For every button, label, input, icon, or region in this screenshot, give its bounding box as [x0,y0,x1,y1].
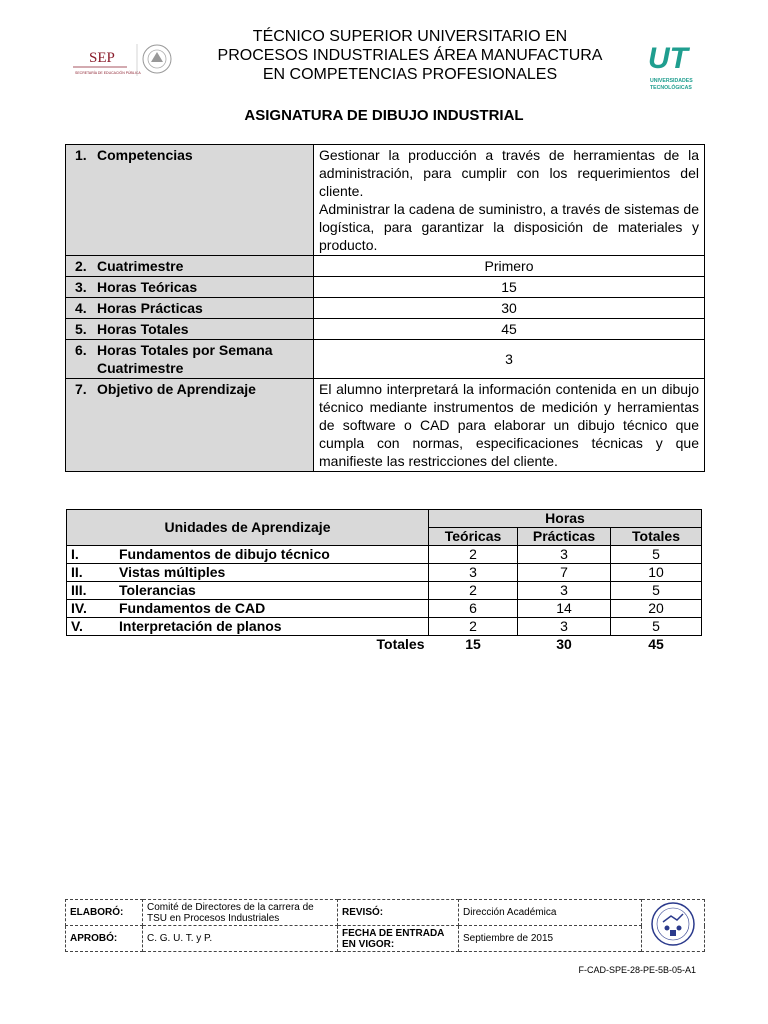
unit-practicas: 3 [518,546,611,564]
unit-totales: 5 [611,618,702,636]
unit-practicas: 3 [518,618,611,636]
institution-seal-icon [647,900,699,948]
col-totales: Totales [611,528,702,546]
info-label: Horas Totales por Semana [97,342,273,358]
table-row [67,582,702,600]
header-line-2: PROCESOS INDUSTRIALES ÁREA MANUFACTURA [217,47,603,64]
header-line-1: TÉCNICO SUPERIOR UNIVERSITARIO EN [252,28,568,45]
unit-totales: 20 [611,600,702,618]
subject-info-table [65,144,705,472]
sep-logo-text: SEP [89,50,115,66]
unit-name: Tolerancias [115,582,429,600]
document-code: F-CAD-SPE-28-PE-5B-05-A1 [578,965,696,975]
footer-row-2 [66,926,705,952]
aprobo-value: C. G. U. T. y P. [143,926,338,952]
info-num: 5. [75,321,87,337]
table-row [67,564,702,582]
table-row [67,546,702,564]
elaboro-value: Comité de Directores de la carrera de TSU en Procesos Industriales [143,900,338,926]
info-row-horas-teoricas [66,277,705,298]
info-label: Horas Totales [97,321,189,337]
elaboro-label: ELABORÓ: [66,900,143,926]
info-num: 1. [75,147,87,163]
units-header-label: Unidades de Aprendizaje [67,510,429,546]
sep-logo-subtext: SECRETARÍA DE EDUCACIÓN PÚBLICA [75,71,141,75]
unit-name: Interpretación de planos [115,618,429,636]
unit-totales: 10 [611,564,702,582]
unit-number: II. [67,564,116,582]
col-teoricas: Teóricas [429,528,518,546]
seal-cell [642,900,705,952]
hours-header-label: Horas [429,510,702,528]
info-value-competencia-2: Administrar la cadena de suministro, a través de sistemas de logística, para garantizar la disposición de materiales y producto. [319,201,699,253]
unit-number: I. [67,546,116,564]
total-practicas: 30 [556,636,572,652]
ut-logo [644,38,704,94]
info-label-cell [66,145,314,256]
info-num: 4. [75,300,87,316]
info-value: 30 [314,298,705,319]
unit-number: V. [67,618,116,636]
ut-logo-text: UT [648,42,688,75]
info-label-cell [66,298,314,319]
totals-label: Totales [376,636,425,652]
approval-footer-table [65,899,705,952]
learning-units-table [66,509,702,653]
unit-totales: 5 [611,546,702,564]
info-label: Cuatrimestre [97,258,184,274]
info-row-objetivo [66,379,705,472]
reviso-label: REVISÓ: [338,900,459,926]
unit-name: Fundamentos de dibujo técnico [115,546,429,564]
info-value: 3 [314,340,705,379]
reviso-value: Dirección Académica [459,900,642,926]
ut-logo-subtext-2: TECNOLÓGICAS [650,85,692,91]
info-value-competencia-1: Gestionar la producción a través de herramientas de la administración, para cumplir con los requerimientos del cliente. [319,147,699,199]
fecha-label: FECHA DE ENTRADA EN VIGOR: [338,926,459,952]
info-row-horas-practicas [66,298,705,319]
unit-teoricas: 2 [429,618,518,636]
sep-logo [67,40,179,80]
info-num: 6. [75,342,87,358]
info-value-cell [314,145,705,256]
col-practicas: Prácticas [518,528,611,546]
info-label-cell [66,277,314,298]
info-label-cell [66,256,314,277]
info-label: Horas Prácticas [97,300,203,316]
info-row-competencias [66,145,705,256]
info-label: Horas Teóricas [97,279,198,295]
unit-teoricas: 3 [429,564,518,582]
table-row [67,600,702,618]
fecha-value: Septiembre de 2015 [459,926,642,952]
info-row-cuatrimestre [66,256,705,277]
units-header-row [67,510,702,528]
ut-logo-subtext-1: UNIVERSIDADES [650,78,693,84]
unit-number: IV. [67,600,116,618]
info-num: 2. [75,258,87,274]
total-teoricas: 15 [465,636,481,652]
info-label: Objetivo de Aprendizaje [97,381,256,397]
table-row [67,618,702,636]
info-row-horas-semana [66,340,705,379]
info-value: 45 [314,319,705,340]
unit-totales: 5 [611,582,702,600]
unit-teoricas: 2 [429,582,518,600]
info-num: 3. [75,279,87,295]
unit-teoricas: 6 [429,600,518,618]
info-label-cell [66,340,314,379]
unit-name: Fundamentos de CAD [115,600,429,618]
unit-practicas: 3 [518,582,611,600]
info-label: Competencias [97,147,193,163]
info-row-horas-totales [66,319,705,340]
unit-teoricas: 2 [429,546,518,564]
info-label-continued: Cuatrimestre [97,360,184,376]
info-value: Primero [314,256,705,277]
unit-practicas: 14 [518,600,611,618]
subject-title: ASIGNATURA DE DIBUJO INDUSTRIAL [244,107,524,124]
unit-number: III. [67,582,116,600]
info-value: 15 [314,277,705,298]
unit-practicas: 7 [518,564,611,582]
document-header-title [190,27,630,84]
info-value-objetivo: El alumno interpretará la información contenida en un dibujo técnico mediante instrumentos de medición y herramientas de software o CAD para elaborar un dibujo técnico que cumpla con normas, especificaciones técnicas y que manifieste las restricciones del cliente. [314,379,705,472]
header-line-3: EN COMPETENCIAS PROFESIONALES [262,66,558,83]
info-label-cell [66,319,314,340]
unit-name: Vistas múltiples [115,564,429,582]
total-totales: 45 [648,636,664,652]
aprobo-label: APROBÓ: [66,926,143,952]
info-label-cell [66,379,314,472]
totals-row [67,636,702,654]
footer-row-1 [66,900,705,926]
info-num: 7. [75,381,87,397]
